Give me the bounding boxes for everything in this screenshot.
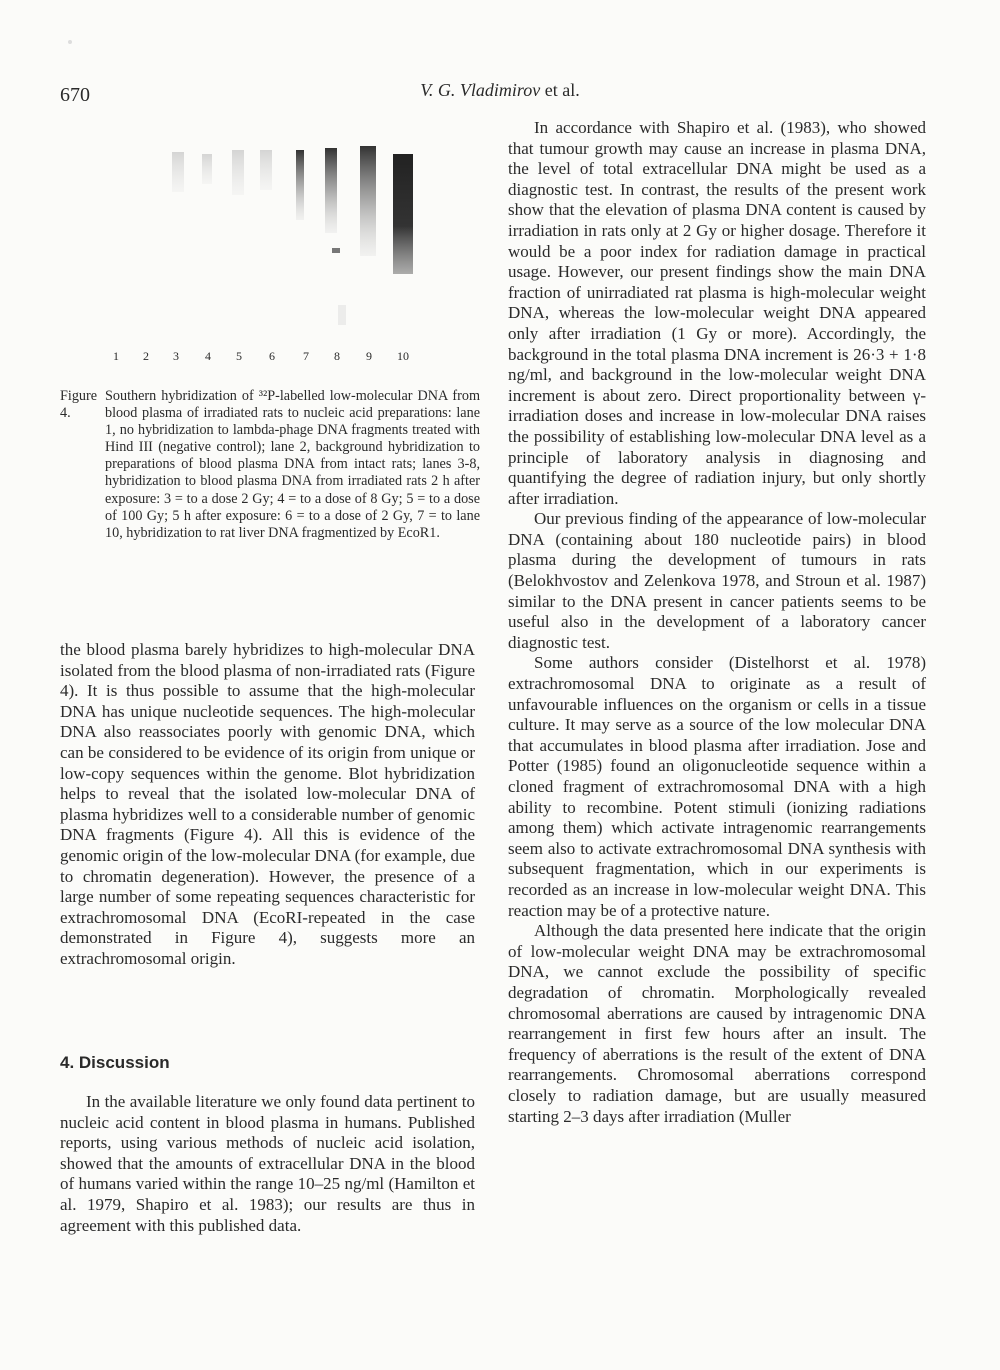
- lane-number: 1: [113, 349, 119, 363]
- lane-5-band: [260, 150, 272, 190]
- lane-number: 5: [236, 349, 242, 363]
- blot-lanes: [110, 140, 420, 330]
- body-paragraph: Although the data presented here indicate that the origin of low-molecular weight DNA may be extrachromosomal DNA, we cannot exclude the possibility of specific degradation of chromatin. Morphologically revealed chromosomal aberrations are caused by intragenomic DNA rearrangement in first few hours after an insult. The frequency of aberrations is the result of the extent of DNA rearrangements. Chromosomal aberrations correspond closely to radiation damage, but are usually measured starting 2–3 days after irradiation (Muller: [508, 921, 926, 1126]
- running-head: [0, 80, 1000, 101]
- section-heading: 4. Discussion: [60, 1053, 170, 1072]
- lane-7-spot: [332, 248, 340, 253]
- lane-2-band: [172, 152, 184, 192]
- lane-8-band: [360, 146, 376, 256]
- figure-caption-text: Southern hybridization of ³²P-labelled low-molecular DNA from blood plasma of irradiated rats to nucleic acid preparations: lane 1, no hybridization to lambda-phage DNA fragments treated with Hind III (negative control); lane 2, background hybridization to preparations of blood plasma DNA from intact rats; lanes 3-8, hybridization to blood plasma DNA from irradiated rats 2 h after exposure: 3 = to a dose 2 Gy; 4 = to a dose of 8 Gy; 5 = to a dose of 100 Gy; 5 h after exposure: 6 = to a dose of 2 Gy, 7 = to lane 10, hybridization to rat liver DNA fragmentized by EcoR1.: [105, 388, 480, 541]
- lane-number: 2: [143, 349, 149, 363]
- lane-3-band: [202, 154, 212, 184]
- lane-number: 3: [173, 349, 179, 363]
- lane-number: 8: [334, 349, 340, 363]
- lane-9-band: [393, 154, 413, 274]
- running-head-authors: V. G. Vladimirov: [420, 80, 541, 100]
- lane-7-band: [325, 148, 337, 233]
- southern-blot-image: [110, 140, 420, 330]
- lane-8-smear: [338, 305, 346, 325]
- page-number: 670: [60, 84, 90, 106]
- scan-speck: [68, 40, 72, 44]
- figure-caption: [60, 388, 480, 542]
- left-column-top: [60, 640, 475, 970]
- lane-number: 4: [205, 349, 211, 363]
- lane-number: 10: [397, 349, 409, 363]
- right-column: [508, 118, 926, 1127]
- lane-4-band: [232, 150, 244, 195]
- body-paragraph: Some authors consider (Distelhorst et al. 1978) extrachromosomal DNA to originate as a result of unfavourable influences on the organism or cells in a tissue culture. It may serve as a source of the low molecular DNA that accumulates in blood plasma after irradiation. Jose and Potter (1985) found an oligonucleotide sequence within a cloned fragment of extrachromosomal DNA with a high ability to recombine. Potent stimuli (ionizing radiations among them) which activate intragenomic rearrangements seem also to activate extrachromosomal DNA synthesis with subsequent fragmentation, which in our experiments is recorded as an increase in low-molecular weight DNA. This reaction may be of a protective nature.: [508, 653, 926, 920]
- running-head-suffix: et al.: [540, 80, 580, 100]
- figure-label: Figure 4.: [60, 388, 98, 422]
- lane-number: 6: [269, 349, 275, 363]
- lane-number: 9: [366, 349, 372, 363]
- lane-number-row: [108, 349, 418, 369]
- body-paragraph: the blood plasma barely hybridizes to high-molecular DNA isolated from the blood plasma of non-irradiated rats (Figure 4). It is thus possible to assume that the high-molecular DNA has unique nucleotide sequences. The high-molecular DNA also reassociates poorly with genomic DNA, which can be considered to be evidence of its origin from unique or low-copy sequences within the genome. Blot hybridization helps to reveal that the isolated low-molecular DNA of plasma hybridizes well to a considerable number of genomic DNA fragments (Figure 4). All this is evidence of the genomic origin of the low-molecular DNA (for example, due to chromatin degeneration). However, the presence of a large number of some repeating sequences characteristic for extrachromosomal DNA (EcoRI-repeated in the case demonstrated in Figure 4), suggests more an extrachromosomal origin.: [60, 640, 475, 968]
- lane-number: 7: [303, 349, 309, 363]
- body-paragraph: In accordance with Shapiro et al. (1983), who showed that tumour growth may cause an increase in plasma DNA, the level of total extracellular DNA might be used as a diagnostic test. In contrast, the results of the present work show that the elevation of plasma DNA content is caused by irradiation in rats only at 2 Gy or higher dosage. Therefore it would be a poor index for radiation damage in practical usage. However, our present findings show the main DNA fraction of unirradiated rat plasma is high-molecular weight DNA, whereas the low-molecular weight DNA appeared only after irradiation (1 Gy or more). Accordingly, the background in the total plasma DNA increment is 26·3 + 1·8 ng/ml, and background in the low-molecular weight DNA increment is about zero. Direct proportionality between γ-irradiation doses and increase in low-molecular DNA raises the possibility of establishing low-molecular DNA level as a principle of laboratory analysis in diagnosing and quantifying the degree of radiation injury, but only shortly after irradiation.: [508, 118, 926, 508]
- body-paragraph: Our previous finding of the appearance of low-molecular DNA (containing about 180 nucleotide pairs) in blood plasma during the development of tumours in rats (Belokhvostov and Zelenkova 1978, and Stroun et al. 1987) similar to the DNA present in cancer patients seems to be useful also in the development of a laboratory cancer diagnostic test.: [508, 509, 926, 652]
- body-paragraph: In the available literature we only found data pertinent to nucleic acid content in blood plasma in humans. Published reports, using various methods of nucleic acid isolation, showed that the amounts of extracellular DNA in the blood of humans varied within the range 10–25 ng/ml (Hamilton et al. 1979, Shapiro et al. 1983); our results are thus in agreement with this published data.: [60, 1092, 475, 1235]
- left-column-bottom: [60, 1092, 475, 1236]
- lane-6-band: [296, 150, 304, 220]
